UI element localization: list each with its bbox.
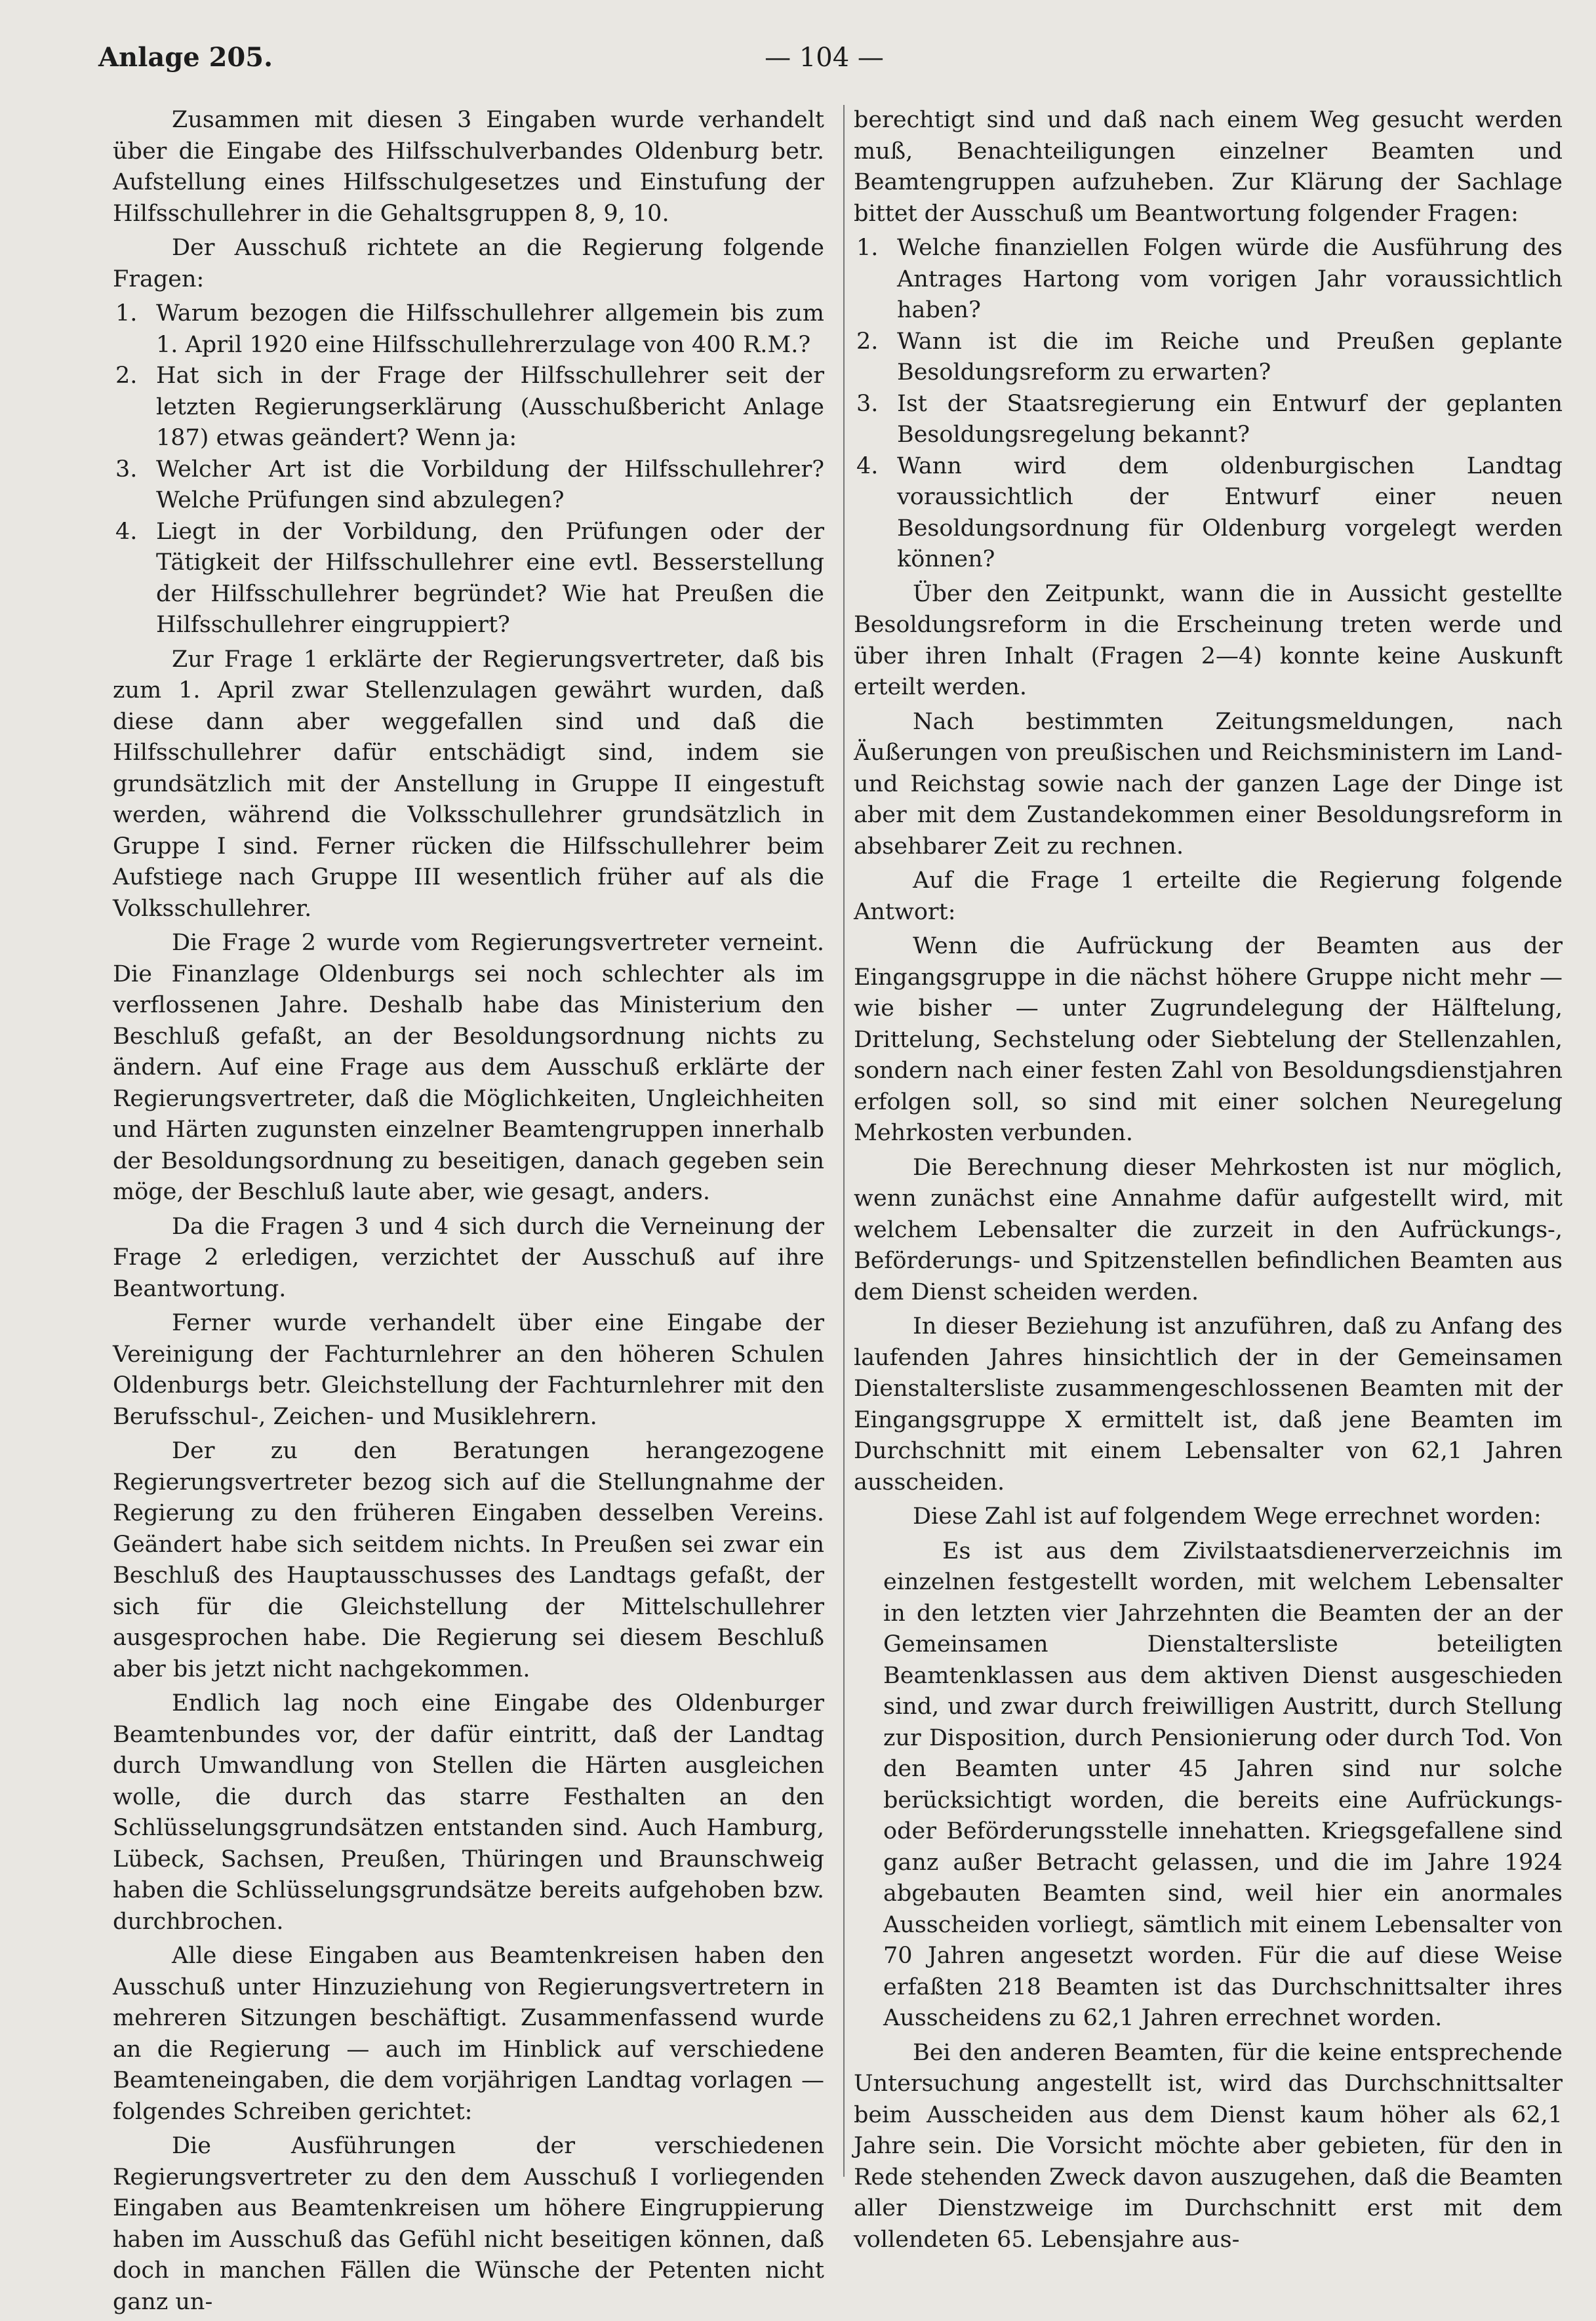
list-item	[113, 454, 824, 517]
paragraph: In dieser Beziehung ist anzuführen, daß zu Anfang des laufenden Jahres hinsichtlich der in der Gemeinsamen Dienstaltersliste zusammengeschlossenen Beamten mit der Eingangsgruppe X ermittelt ist, daß jene Beamten im Durchschnitt mit einem Lebensalter von 62,1 Jahren ausscheiden.	[854, 1313, 1563, 1496]
paragraph: Es ist aus dem Zivilstaatsdienerverzeichnis im einzelnen festgestellt worden, mit welchem Lebensalter in den letzten vier Jahrzehnten die Beamten der an der Gemeinsamen Dienstaltersliste beteiligten Beamtenklassen aus dem aktiven Dienst ausgeschieden sind, und zwar durch freiwilligen Austritt, durch Stellung zur Disposition, durch Pensionierung oder durch Tod. Von den Beamten unter 45 Jahren sind nur solche berücksichtigt worden, die bereits eine Aufrückungs- oder Beförderungsstelle innehatten. Kriegsgefallene sind ganz außer Betracht gelassen, und die im Jahre 1924 abgebauten Beamten sind, weil hier ein anormales Ausscheiden vorliegt, sämtlich mit einem Lebensalter von 70 Jahren angesetzt worden. Für die auf diese Weise erfaßten 218 Beamten ist das Durchschnittsalter ihres Ausscheidens zu 62,1 Jahren errechnet worden.	[883, 1537, 1563, 2031]
list-number: 2.	[856, 328, 879, 355]
paragraph: Diese Zahl ist auf folgendem Wege errechnet worden:	[913, 1503, 1542, 1530]
paragraph: Wenn die Aufrückung der Beamten aus der Eingangsgruppe in die nächst höhere Gruppe nicht mehr — wie bisher — unter Zugrundelegung der Hälftelung, Drittelung, Sechstelung oder Siebtelung der Stellenzahlen, sondern nach einer festen Zahl von Besoldungsdienstjahren erfolgen soll, so sind mit einer solchen Neuregelung Mehrkosten verbunden.	[854, 933, 1563, 1146]
list-number: 1.	[115, 300, 138, 327]
list-number: 4.	[115, 518, 138, 545]
list-number: 4.	[856, 452, 879, 479]
paragraph: Alle diese Eingaben aus Beamtenkreisen haben den Ausschuß unter Hinzuziehung von Regierungsvertretern in mehreren Sitzungen beschäftigt. Zusammenfassend wurde an die Regierung — auch im Hinblick auf verschiedene Beamteneingaben, die dem vorjährigen Landtag vorlagen — folgendes Schreiben gerichtet:	[113, 1943, 824, 2125]
list-item	[854, 389, 1563, 451]
page-header	[98, 38, 1550, 77]
left-column	[113, 105, 824, 2321]
list-item	[113, 517, 824, 641]
paragraph: Der zu den Beratungen herangezogene Regierungsvertreter bezog sich auf die Stellungnahme der Regierung zu den früheren Eingaben desselben Vereins. Geändert habe sich seitdem nichts. In Preußen sei zwar ein Beschluß des Hauptausschusses des Landtags gefaßt, der sich für die Gleichstellung der Mittelschullehrer ausgesprochen habe. Die Regierung sei diesem Beschluß aber bis jetzt nicht nachgekommen.	[113, 1438, 824, 1682]
list-text: Welche finanziellen Folgen würde die Ausführung des Antrages Hartong vom vorigen Jahr voraussichtlich haben?	[897, 235, 1563, 323]
paragraph: Endlich lag noch eine Eingabe des Oldenburger Beamtenbundes vor, der dafür eintritt, daß der Landtag durch Umwandlung von Stellen die Härten ausgleichen wolle, die durch das starre Festhalten an den Schlüsselungsgrundsätzen entstanden sind. Auch Hamburg, Lübeck, Sachsen, Preußen, Thüringen und Braunschweig haben die Schlüsselungsgrundsätze bereits aufgehoben bzw. durchbrochen.	[113, 1690, 824, 1935]
question-list	[113, 298, 824, 641]
list-text: Ist der Staatsregierung ein Entwurf der geplanten Besoldungsregelung bekannt?	[897, 390, 1563, 448]
paragraph: Die Berechnung dieser Mehrkosten ist nur möglich, wenn zunächst eine Annahme dafür aufgestellt wird, mit welchem Lebensalter die zurzeit in den Aufrückungs-, Beförderungs- und Spitzenstellen befindlichen Beamten aus dem Dienst scheiden werden.	[854, 1154, 1563, 1305]
list-item	[854, 233, 1563, 327]
page-number: — 104 —	[765, 43, 884, 73]
paragraph: Nach bestimmten Zeitungsmeldungen, nach Äußerungen von preußischen und Reichsministern im Land- und Reichstag sowie nach der ganzen Lage der Dinge ist aber mit dem Zustandekommen einer Besoldungsreform in absehbarer Zeit zu rechnen.	[854, 708, 1563, 860]
annex-label: Anlage 205.	[98, 42, 273, 73]
list-item	[854, 451, 1563, 576]
list-text: Wann ist die im Reiche und Preußen geplante Besoldungsreform zu erwarten?	[897, 328, 1563, 386]
paragraph: Zusammen mit diesen 3 Eingaben wurde verhandelt über die Eingabe des Hilfsschulverbandes Oldenburg betr. Aufstellung eines Hilfsschulgesetzes und Einstufung der Hilfsschullehrer in die Gehaltsgruppen 8, 9, 10.	[113, 107, 824, 227]
list-text: Wann wird dem oldenburgischen Landtag voraussichtlich der Entwurf einer neuen Besoldungsordnung für Oldenburg vorgelegt werden können?	[897, 452, 1563, 572]
paragraph: Da die Fragen 3 und 4 sich durch die Verneinung der Frage 2 erledigen, verzichtet der Ausschuß auf ihre Beantwortung.	[113, 1213, 824, 1302]
paragraph: Der Ausschuß richtete an die Regierung folgende Fragen:	[113, 235, 824, 292]
list-text: Welcher Art ist die Vorbildung der Hilfsschullehrer? Welche Prüfungen sind abzulegen?	[156, 456, 824, 513]
question-list	[854, 233, 1563, 576]
column-divider	[843, 105, 845, 2177]
list-number: 3.	[856, 390, 879, 417]
paragraph: Ferner wurde verhandelt über eine Eingabe der Vereinigung der Fachturnlehrer an den höheren Schulen Oldenburgs betr. Gleichstellung der Fachturnlehrer mit den Berufsschul-, Zeichen- und Musiklehrern.	[113, 1310, 824, 1430]
list-item	[854, 327, 1563, 389]
list-text: Liegt in der Vorbildung, den Prüfungen oder der Tätigkeit der Hilfsschullehrer eine evtl. Besserstellung der Hilfsschullehrer begründet? Wie hat Preußen die Hilfsschullehrer eingruppiert?	[156, 518, 824, 638]
paragraph: Die Ausführungen der verschiedenen Regierungsvertreter zu den dem Ausschuß I vorliegenden Eingaben aus Beamtenkreisen um höhere Eingruppierung haben im Ausschuß das Gefühl nicht beseitigen können, daß doch in manchen Fällen die Wünsche der Petenten nicht ganz un-	[113, 2133, 824, 2315]
paragraph: Bei den anderen Beamten, für die keine entsprechende Untersuchung angestellt ist, wird das Durchschnittsalter beim Ausscheiden aus dem Dienst kaum höher als 62,1 Jahre sein. Die Vorsicht möchte aber gebieten, für den in Rede stehenden Zweck davon auszugehen, daß die Beamten aller Dienstzweige im Durchschnitt erst mit dem vollendeten 65. Lebensjahre aus-	[854, 2039, 1563, 2253]
paragraph: Auf die Frage 1 erteilte die Regierung folgende Antwort:	[854, 867, 1563, 925]
list-text: Warum bezogen die Hilfsschullehrer allgemein bis zum 1. April 1920 eine Hilfsschullehrerzulage von 400 R.M.?	[156, 300, 824, 358]
paragraph: Über den Zeitpunkt, wann die in Aussicht gestellte Besoldungsreform in die Erscheinung treten werde und über ihren Inhalt (Fragen 2—4) konnte keine Auskunft erteilt werden.	[854, 580, 1563, 700]
list-item	[113, 361, 824, 454]
list-item	[113, 298, 824, 361]
list-number: 3.	[115, 456, 138, 483]
list-text: Hat sich in der Frage der Hilfsschullehrer seit der letzten Regierungserklärung (Ausschußbericht Anlage 187) etwas geändert? Wenn ja:	[156, 363, 824, 451]
list-number: 2.	[115, 363, 138, 389]
paragraph: Die Frage 2 wurde vom Regierungsvertreter verneint. Die Finanzlage Oldenburgs sei noch schlechter als im verflossenen Jahre. Deshalb habe das Ministerium den Beschluß gefaßt, an der Besoldungsordnung nichts zu ändern. Auf eine Frage aus dem Ausschuß erklärte der Regierungsvertreter, daß die Möglichkeiten, Ungleichheiten und Härten zugunsten einzelner Beamtengruppen innerhalb der Besoldungsordnung zu beseitigen, danach gegeben sein möge, der Beschluß laute aber, wie gesagt, anders.	[113, 930, 824, 1205]
paragraph: berechtigt sind und daß nach einem Weg gesucht werden muß, Benachteiligungen einzelner Beamten und Beamtengruppen aufzuheben. Zur Klärung der Sachlage bittet der Ausschuß um Beantwortung folgender Fragen:	[854, 107, 1563, 227]
paragraph: Zur Frage 1 erklärte der Regierungsvertreter, daß bis zum 1. April zwar Stellenzulagen gewährt wurden, daß diese dann aber weggefallen sind und daß die Hilfsschullehrer dafür entschädigt sind, indem sie grundsätzlich mit der Anstellung in Gruppe II eingestuft werden, während die Volksschullehrer grundsätzlich in Gruppe I sind. Ferner rücken die Hilfsschullehrer beim Aufstiege nach Gruppe III wesentlich früher auf als die Volksschullehrer.	[113, 646, 824, 922]
list-number: 1.	[856, 235, 879, 261]
right-column	[854, 105, 1563, 2259]
